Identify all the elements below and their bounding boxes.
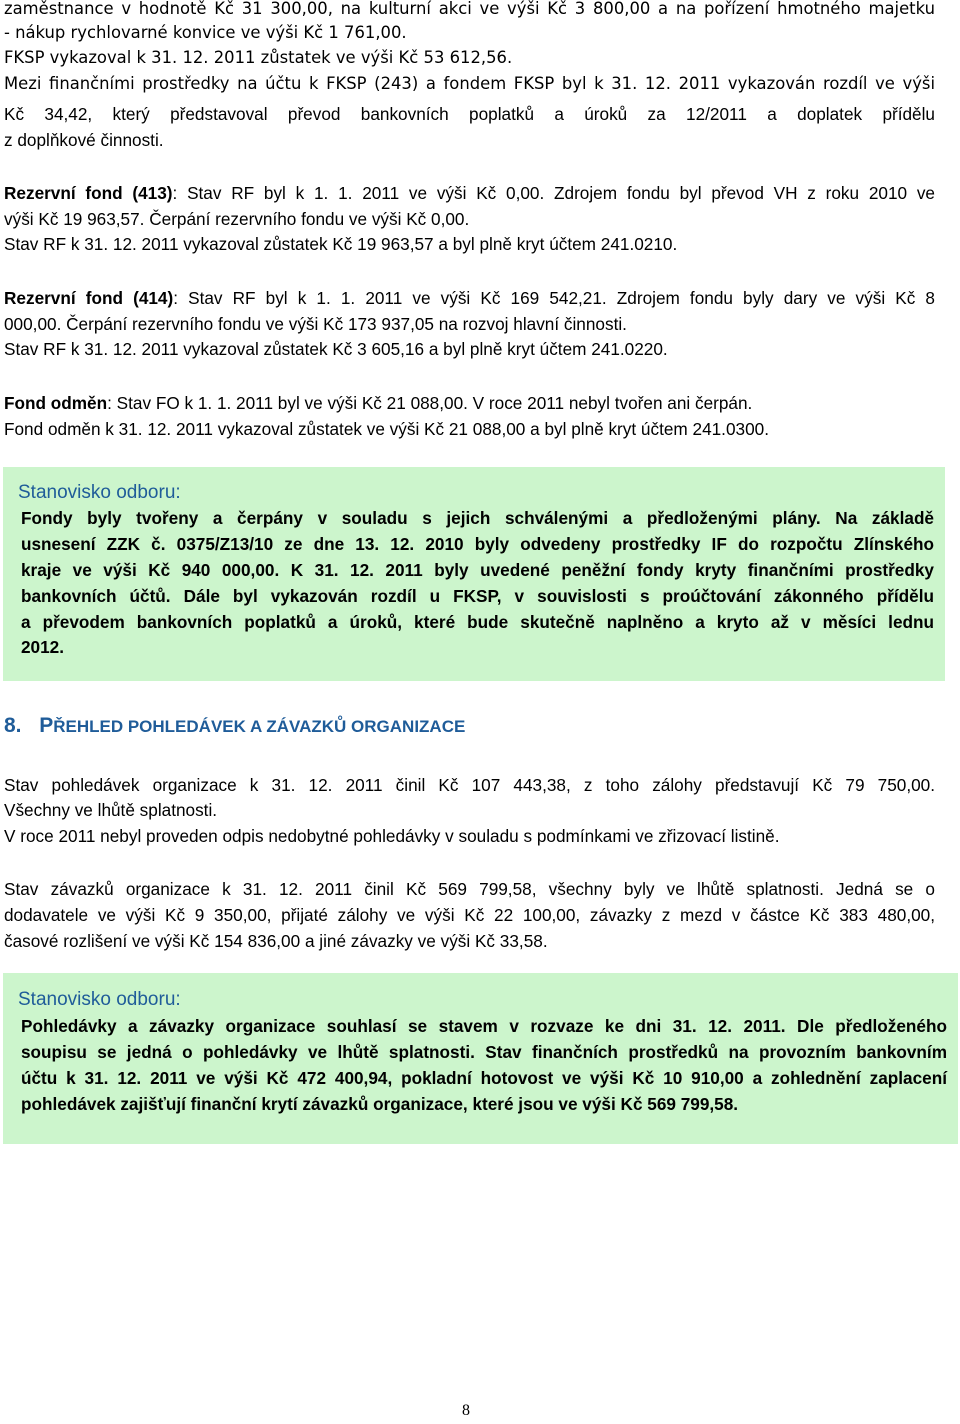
text-line: kraje ve výši Kč 940 000,00. K 31. 12. 2011 byly uvedené peněžní fondy kryty finančními prostředky xyxy=(21,560,934,580)
page-number: 8 xyxy=(462,1402,470,1419)
rf413-label: Rezervní fond (413) xyxy=(4,183,173,203)
text-line: usnesení ZZK č. 0375/Z13/10 ze dne 13. 12. 2010 byly odvedeny prostředky IF do rozpočtu Zlínského xyxy=(21,534,934,554)
text-line: pohledávek zajišťují finanční krytí závazků organizace, které jsou ve výši Kč 569 799,58. xyxy=(21,1094,739,1114)
text-span: : Stav RF byl k 1. 1. 2011 ve výši Kč 0,00. Zdrojem fondu byl převod VH z roku 2010 ve xyxy=(172,183,935,203)
rf414-line-1 xyxy=(4,285,935,311)
section-heading xyxy=(4,712,465,741)
text-line: FKSP vykazoval k 31. 12. 2011 zůstatek ve výši Kč 53 612,56. xyxy=(4,48,513,67)
rf414-label: Rezervní fond (414) xyxy=(4,288,174,308)
text-line: Mezi finančními prostředky na účtu k FKSP (243) a fondem FKSP byl k 31. 12. 2011 vykazován rozdíl ve výši xyxy=(4,74,935,93)
text-line: dodavatele ve výši Kč 9 350,00, přijaté zálohy ve výši Kč 22 100,00, závazky z mezd v částce Kč 383 480,00, xyxy=(4,905,935,925)
text-line: a převodem bankovních poplatků a úroků, které bude skutečně naplněno a kryto až v měsíci lednu xyxy=(21,612,934,632)
text-line: časové rozlišení ve výši Kč 154 836,00 a jiné závazky ve výši Kč 33,58. xyxy=(4,931,548,951)
opinion-box-receivables xyxy=(3,973,958,1144)
text-line: bankovních účtů. Dále byl vykazován rozdíl u FKSP, v souvislosti s proúčtování zákonného přídělu xyxy=(21,586,934,606)
fo-label: Fond odměn xyxy=(4,393,108,413)
text-line: Stav závazků organizace k 31. 12. 2011 činil Kč 569 799,58, všechny byly ve lhůtě splatnosti. Jedná se o xyxy=(4,879,935,899)
text-line: zaměstnance v hodnotě Kč 31 300,00, na kulturní akci ve výši Kč 3 800,00 a na pořízení hmotného majetku xyxy=(4,0,935,18)
text-line: V roce 2011 nebyl proveden odpis nedobytné pohledávky v souladu s podmínkami ve zřizovací listině. xyxy=(4,826,780,846)
text-line: výši Kč 19 963,57. Čerpání rezervního fondu ve výši Kč 0,00. xyxy=(4,209,470,229)
text-line: Stav RF k 31. 12. 2011 vykazoval zůstatek Kč 19 963,57 a byl plně kryt účtem 241.0210. xyxy=(4,234,678,254)
rf413-line-1 xyxy=(4,180,935,206)
text-line: Pohledávky a závazky organizace souhlasí se stavem v rozvaze ke dni 31. 12. 2011. Dle předloženého xyxy=(21,1016,947,1036)
text-line: Stav RF k 31. 12. 2011 vykazoval zůstatek Kč 3 605,16 a byl plně kryt účtem 241.0220. xyxy=(4,339,668,359)
text-span: : Stav FO k 1. 1. 2011 byl ve výši Kč 21 088,00. V roce 2011 nebyl tvořen ani čerpán. xyxy=(107,393,753,413)
text-line: Všechny ve lhůtě splatnosti. xyxy=(4,800,218,820)
section-title: ŘEHLED POHLEDÁVEK A ZÁVAZKŮ ORGANIZACE xyxy=(53,717,466,736)
opinion-box-funds xyxy=(3,467,945,681)
section-number: 8. xyxy=(4,714,22,737)
fo-line-1 xyxy=(4,390,752,416)
text-line: Stav pohledávek organizace k 31. 12. 2011 činil Kč 107 443,38, z toho zálohy představují Kč 79 750,00. xyxy=(4,775,935,795)
text-span: : Stav RF byl k 1. 1. 2011 ve výši Kč 169 542,21. Zdrojem fondu byly dary ve výši Kč 8 xyxy=(173,288,935,308)
text-line: Fond odměn k 31. 12. 2011 vykazoval zůstatek ve výši Kč 21 088,00 a byl plně kryt účtem 241.0300. xyxy=(4,419,769,439)
text-line: účtu k 31. 12. 2011 ve výši Kč 472 400,94, pokladní hotovost ve výši Kč 10 910,00 a zohlednění zaplacení xyxy=(21,1068,947,1088)
text-line: 2012. xyxy=(21,637,65,657)
opinion-title: Stanovisko odboru: xyxy=(18,989,181,1010)
text-line: - nákup rychlovarné konvice ve výši Kč 1 761,00. xyxy=(4,23,407,42)
opinion-title: Stanovisko odboru: xyxy=(18,482,181,503)
text-line: soupisu se jedná o pohledávky ve lhůtě splatnosti. Stav finančních prostředků na provozním bankovním xyxy=(21,1042,947,1062)
text-line: z doplňkové činnosti. xyxy=(4,130,164,150)
section-title-initial: P xyxy=(39,714,54,737)
text-line: Fondy byly tvořeny a čerpány v souladu s jejich schválenými a předloženými plány. Na základě xyxy=(21,508,934,528)
text-line: Kč 34,42, který představoval převod bankovních poplatků a úroků za 12/2011 a doplatek přídělu xyxy=(4,104,935,124)
text-line: 000,00. Čerpání rezervního fondu ve výši Kč 173 937,05 na rozvoj hlavní činnosti. xyxy=(4,314,627,334)
